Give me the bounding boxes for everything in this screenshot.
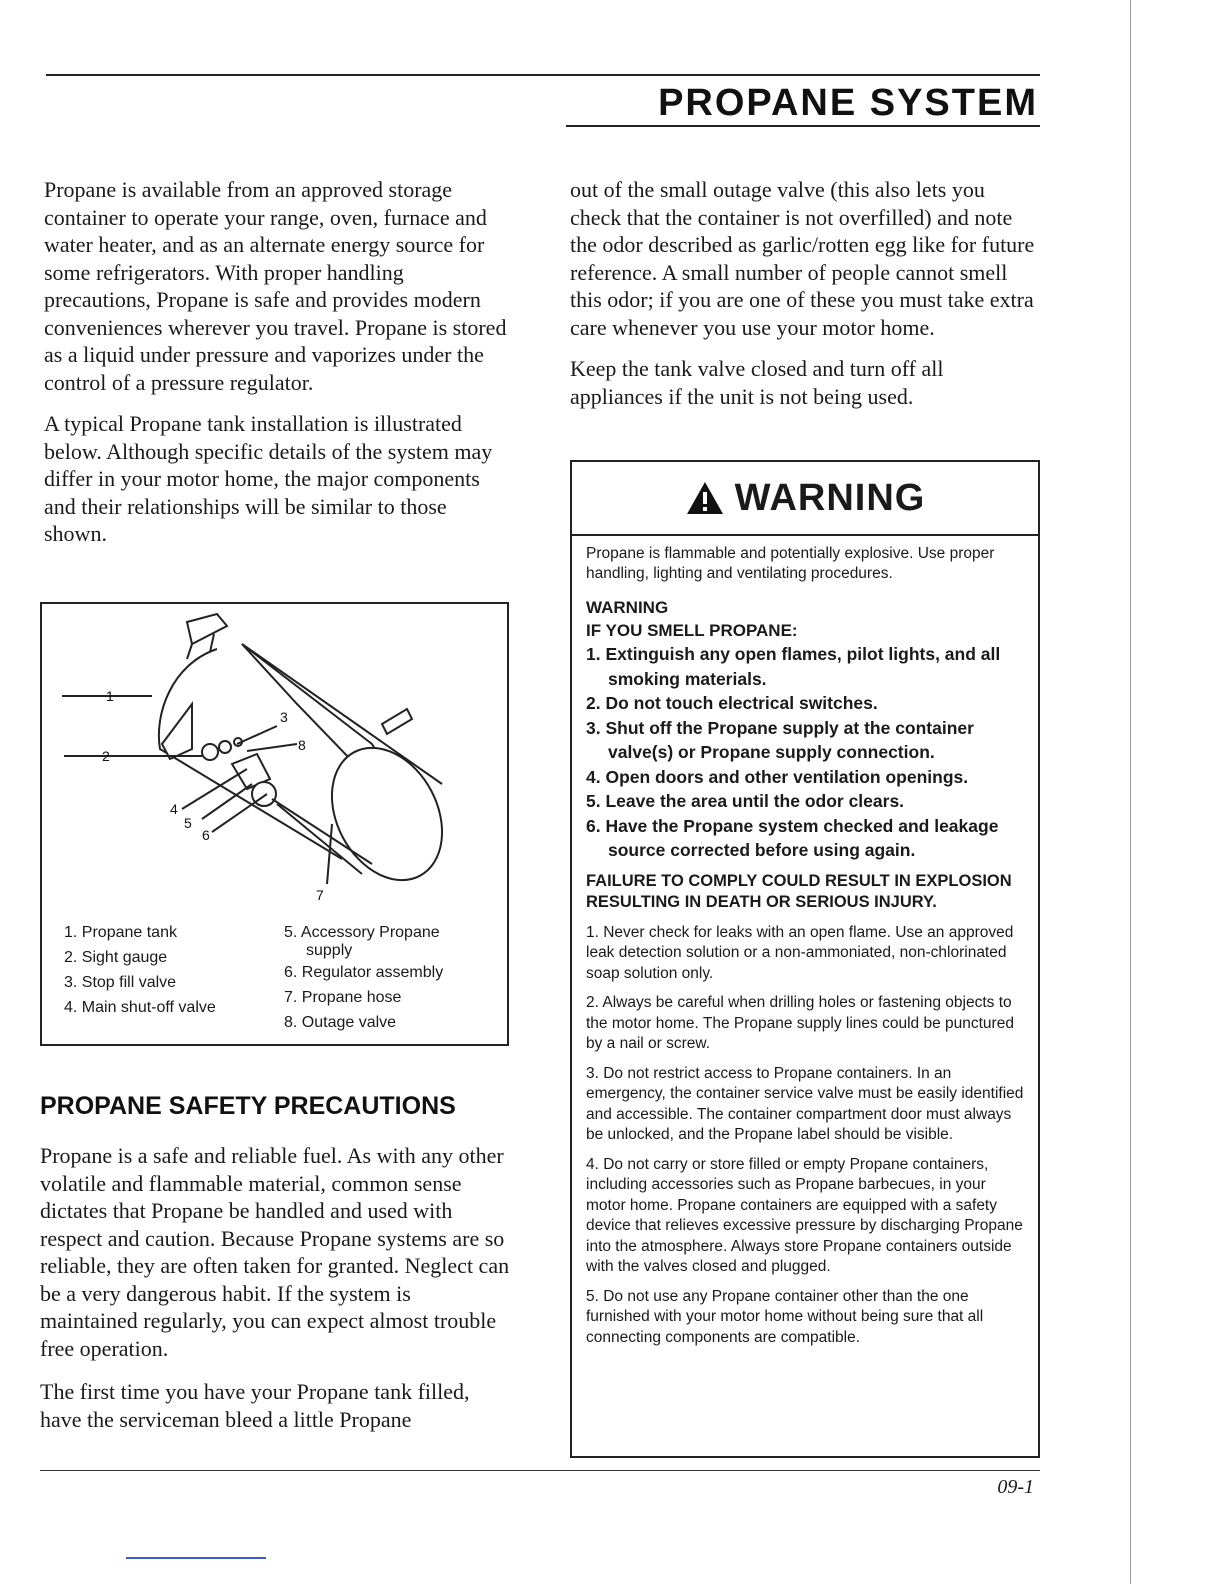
- smell-step: 5. Leave the area until the odor clears.: [586, 791, 905, 811]
- smell-step: 3. Shut off the Propane supply at the container valve(s) or Propane supply connection.: [586, 717, 974, 762]
- warning-header: [572, 462, 1038, 536]
- smell-step: 1. Extinguish any open flames, pilot lights, and all smoking materials.: [586, 644, 1001, 689]
- warning-note: 1. Never check for leaks with an open flame. Use an approved leak detection solution or a non-ammoniated, non-chlorinated soap solution only.: [586, 923, 1014, 982]
- right-paragraph-2: Keep the tank valve closed and turn off all appliances if the unit is not being used.: [570, 356, 944, 409]
- legend-column-left: [64, 920, 274, 1020]
- warning-box: [570, 460, 1040, 1458]
- callout-2: 2: [102, 748, 110, 764]
- legend-item: 2. Sight gauge: [64, 949, 168, 966]
- callout-6: 6: [202, 827, 210, 843]
- legend-item: 1. Propane tank: [64, 924, 177, 941]
- failure-statement: FAILURE TO COMPLY COULD RESULT IN EXPLOSION RESULTING IN DEATH OR SERIOUS INJURY.: [586, 871, 1012, 911]
- header-rule: [46, 74, 1040, 76]
- safety-heading: PROPANE SAFETY PRECAUTIONS: [40, 1092, 456, 1120]
- legend-item: 6. Regulator assembly: [284, 964, 444, 981]
- callout-4: 4: [170, 801, 178, 817]
- legend-item: 7. Propane hose: [284, 989, 402, 1006]
- callout-5: 5: [184, 815, 192, 831]
- warning-note: 5. Do not use any Propane container other than the one furnished with your motor home without being sure that all connecting components are compatible.: [586, 1287, 984, 1346]
- intro-paragraph-1: Propane is available from an approved storage container to operate your range, oven, furnace and water heater, and as an alternate energy source for some refrigerators. With proper handling precautions, Propane is safe and provides modern conveniences wherever you travel. Propane is stored as a liquid under pressure and vaporizes under the control of a pressure regulator.: [44, 177, 507, 395]
- legend-item: 4. Main shut-off valve: [64, 999, 216, 1016]
- section-title: PROPANE SYSTEM: [658, 82, 1038, 124]
- warning-body: [572, 536, 1038, 1348]
- intro-column: [44, 176, 510, 562]
- safety-paragraph-1: Propane is a safe and reliable fuel. As with any other volatile and flammable material, common sense dictates that Propane be handled and used with respect and caution. Because Propane systems are so reliable, they are often taken for granted. Neglect can be a very dangerous habit. If the system is maintained regularly, you can expect almost trouble free operation.: [40, 1143, 510, 1361]
- legend-item: 3. Stop fill valve: [64, 974, 177, 991]
- smell-step: 4. Open doors and other ventilation openings.: [586, 766, 969, 787]
- legend-column-right: [284, 920, 484, 1035]
- propane-tank-illustration: [42, 604, 507, 904]
- right-column: [570, 176, 1038, 424]
- propane-tank-figure: [40, 602, 509, 1046]
- smell-heading: IF YOU SMELL PROPANE:: [586, 621, 798, 640]
- callout-8: 8: [298, 737, 306, 753]
- callout-7: 7: [316, 887, 324, 903]
- warning-note: 2. Always be careful when drilling holes or fastening objects to the motor home. The Propane supply lines could be punctured by a nail or screw.: [586, 994, 1014, 1052]
- title-underline: [566, 125, 1040, 127]
- footer-rule: [40, 1470, 1040, 1471]
- warning-intro: Propane is flammable and potentially explosive. Use proper handling, lighting and ventilating procedures.: [586, 545, 995, 582]
- smell-step: 6. Have the Propane system checked and leakage source corrected before using again.: [586, 815, 999, 860]
- smell-steps: [586, 642, 1026, 863]
- legend-item: 5. Accessory Propane: [284, 924, 440, 941]
- callout-3: 3: [280, 709, 288, 725]
- legend-item: 8. Outage valve: [284, 1014, 397, 1031]
- warning-note: 3. Do not restrict access to Propane containers. In an emergency, the container service valve must be easily identified and accessible. The container compartment door must always be unlocked, and the Propane label should be visible.: [586, 1064, 1024, 1143]
- smell-step: 2. Do not touch electrical switches.: [586, 693, 878, 713]
- right-paragraph-1: out of the small outage valve (this also lets you check that the container is not overfilled) and note the odor described as garlic/rotten egg like for future reference. A small number of people cannot smell this odor; if you are one of these you must take extra care whenever you use your motor home.: [570, 177, 1035, 340]
- callout-1: 1: [106, 688, 114, 704]
- page-number: 09-1: [997, 1476, 1034, 1498]
- warning-note: 4. Do not carry or store filled or empty Propane containers, including accessories such as Propane barbecues, in your motor home. Propane containers are equipped with a safety device that relieves excessive pressure by discharging Propane into the atmosphere. Always store Propane containers outside with the valves closed and plugged.: [586, 1155, 1023, 1275]
- page-edge-line: [1130, 0, 1131, 1584]
- safety-paragraph-2: The first time you have your Propane tank filled, have the serviceman bleed a little Propane: [40, 1379, 470, 1432]
- warning-title: WARNING: [734, 476, 926, 519]
- warning-triangle-icon: [685, 480, 725, 516]
- legend-item-wrap: supply: [306, 942, 353, 959]
- bottom-mark: [126, 1557, 266, 1559]
- intro-paragraph-2: A typical Propane tank installation is illustrated below. Although specific details of the system may differ in your motor home, the major components and their relationships will be similar to those shown.: [44, 411, 493, 546]
- safety-column: [40, 1142, 512, 1449]
- warning-label: WARNING: [586, 598, 669, 617]
